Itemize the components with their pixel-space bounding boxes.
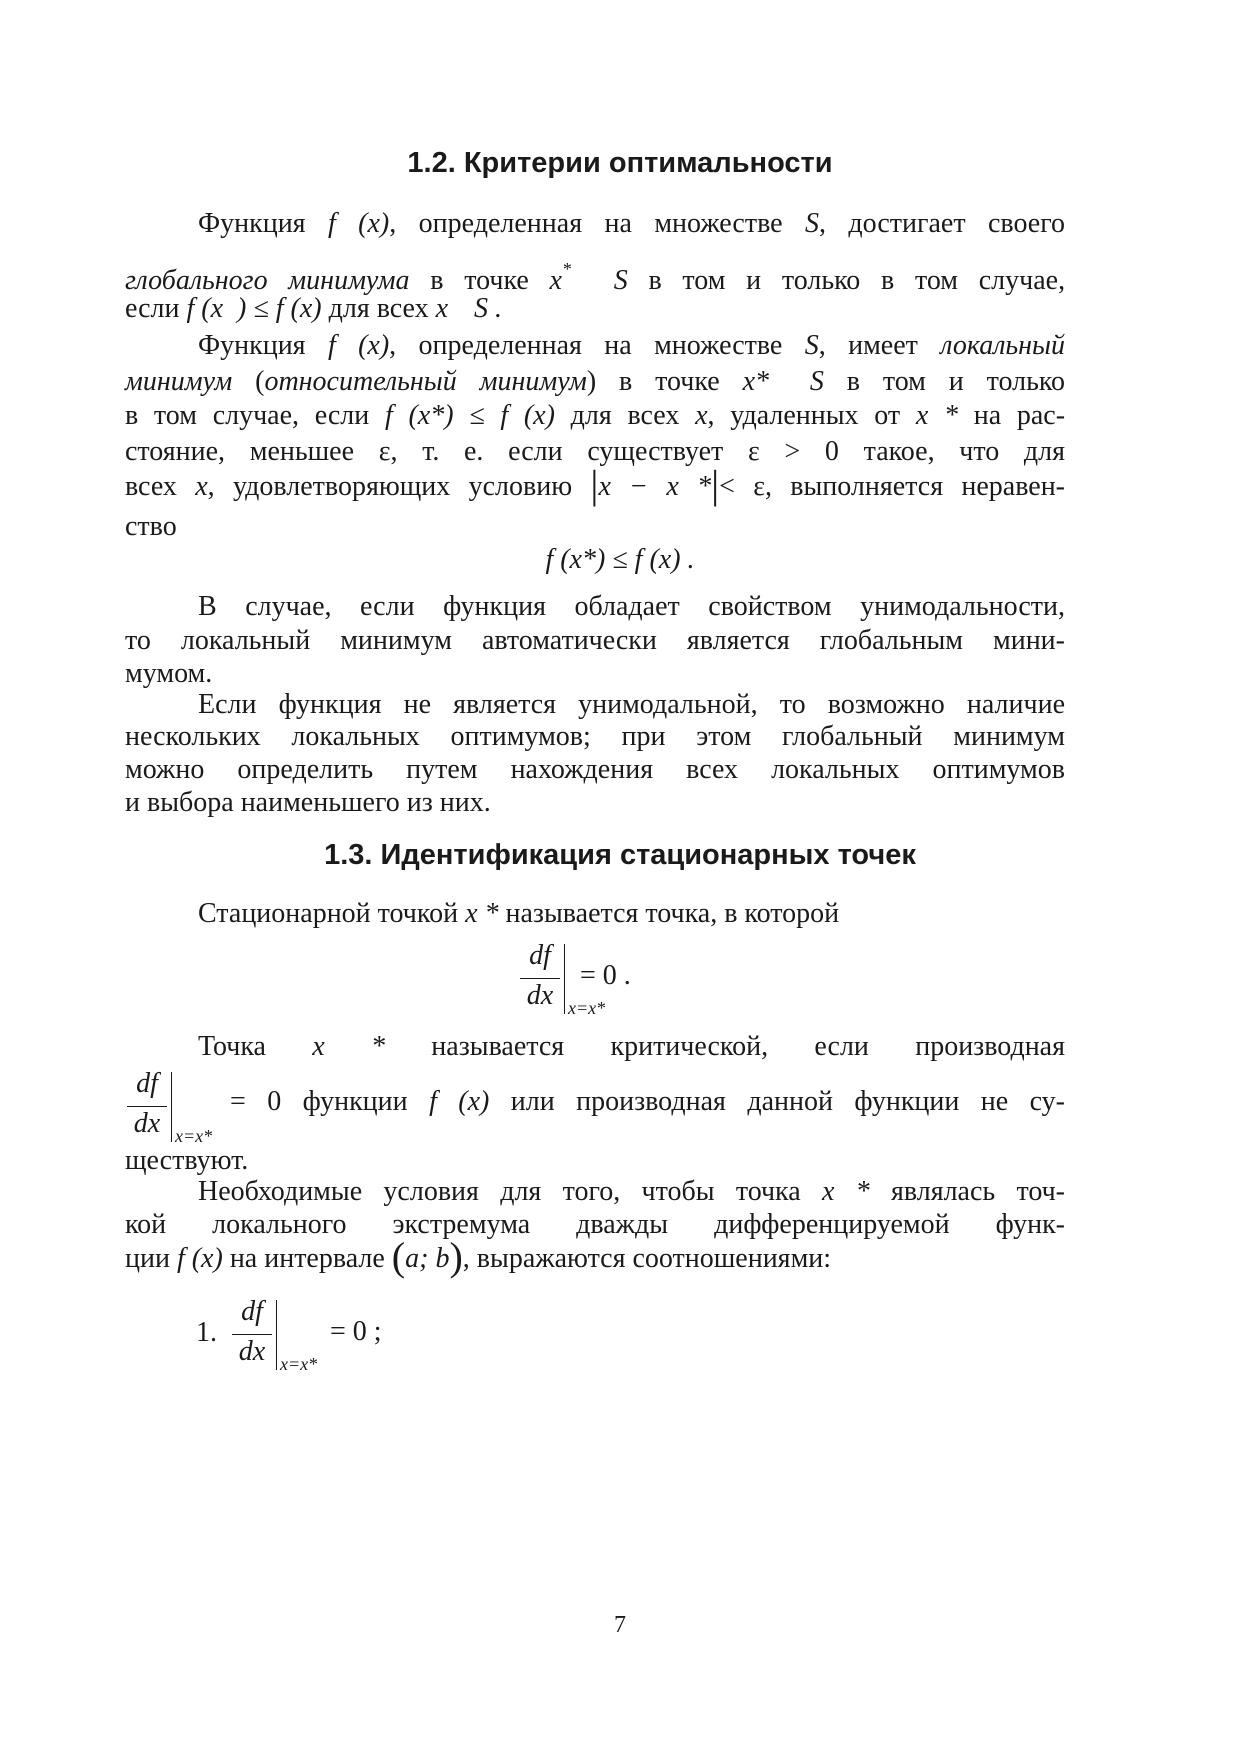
fraction-bar	[232, 1334, 272, 1335]
evaluation-bar	[564, 944, 565, 1014]
text: в том и только в том случае,	[648, 265, 1066, 296]
term-global-minimum: глобального минимума	[125, 265, 410, 296]
math-abs-condition: |x − x *|< ε	[590, 462, 765, 507]
evaluation-bar	[276, 1300, 277, 1370]
text: называется	[431, 1031, 565, 1062]
text: в том и только	[846, 366, 1066, 397]
list-item-number: 1.	[196, 1317, 217, 1348]
paragraph-3-line-2: то локальный минимум автоматически является глобальным мини-	[125, 625, 1065, 656]
fraction-numerator: df	[136, 1068, 158, 1099]
math-S: S	[804, 330, 819, 361]
math-xstar: x*	[742, 366, 769, 397]
text: , т. е. если существует	[390, 436, 724, 467]
display-derivative-eq	[520, 940, 680, 1020]
math-xstar: x *	[821, 1176, 870, 1207]
math-interval: (a; b)	[391, 1234, 463, 1279]
math-x: x	[435, 293, 449, 324]
fraction-denominator: dx	[526, 980, 554, 1011]
paragraph-2-line-3	[125, 399, 1065, 433]
evaluation-subscript: x=x*	[568, 998, 606, 1018]
paragraph-3-line-1: В случае, если функция обладает свойством унимодальности,	[198, 591, 1065, 622]
text: являлась точ-	[890, 1176, 1066, 1207]
text: в том случае, если	[125, 400, 370, 431]
math-fx: f (x)	[176, 1243, 223, 1274]
text: , удаленных от	[707, 400, 901, 431]
math-x: x	[195, 471, 208, 502]
math-S: S	[809, 366, 824, 397]
text: если	[125, 293, 180, 324]
text: Стационарной точкой	[198, 898, 459, 929]
section-heading-1-3: 1.3. Идентификация стационарных точек	[324, 839, 916, 871]
paragraph-4-line-3: можно определить путем нахождения всех локальных оптимумов	[125, 754, 1065, 785]
equation-rhs: = 0	[230, 1086, 282, 1117]
math-star: *	[561, 259, 571, 279]
text: критической,	[610, 1031, 769, 1062]
math-xstar: x *	[915, 400, 959, 431]
math-S: S	[805, 208, 819, 239]
section-1-3-paragraph-1	[198, 897, 1065, 931]
math-interval-inner: a; b	[405, 1243, 450, 1274]
text: Необходимые условия для того, чтобы точка	[198, 1176, 801, 1207]
equation-rhs: = 0 .	[580, 960, 631, 991]
section-1-3-paragraph-3-line-2: кой локального экстремума дважды дифференцируемой функ-	[125, 1209, 1065, 1240]
math-x: x	[695, 400, 708, 431]
paragraph-2-line-1	[198, 329, 1065, 363]
math-epsilon-positive: ε > 0	[747, 436, 839, 467]
text: такое, что для	[863, 436, 1065, 467]
paragraph-4-line-2: нескольких локальных оптимумов; при этом глобальный минимум	[125, 721, 1065, 752]
math-abs-inner: x − x *	[598, 471, 712, 502]
section-1-3-paragraph-3-line-3	[125, 1234, 1065, 1279]
math-fx: f (x)	[327, 208, 390, 239]
paragraph-2-line-5	[125, 462, 1066, 507]
paragraph-2-line-2	[125, 365, 1065, 399]
math-x: x	[549, 265, 562, 296]
text: или производная данной функции не су-	[510, 1086, 1066, 1117]
page-number: 7	[614, 1612, 626, 1638]
section-heading-1-2: 1.2. Критерии оптимальности	[407, 147, 833, 179]
math-epsilon: ε	[378, 436, 391, 467]
text: Функция	[198, 208, 306, 239]
text: если	[814, 1031, 869, 1062]
text: Функция	[198, 330, 306, 361]
text: на интервале	[229, 1243, 385, 1274]
section-1-3-paragraph-2-line-3: ществуют.	[125, 1145, 249, 1176]
math-inequality: f (x ) ≤ f (x)	[186, 293, 322, 324]
paragraph-1-line-1	[198, 207, 1065, 241]
math-xstar: x *	[312, 1031, 385, 1062]
paragraph-4-line-1: Если функция не является унимодальной, то возможно наличие	[198, 689, 1065, 720]
text: стояние, меньшее	[125, 436, 355, 467]
term-minimum: минимум	[125, 366, 233, 397]
text: , достигает своего	[819, 208, 1066, 239]
evaluation-subscript: x=x*	[175, 1126, 213, 1146]
math-lt-eps: < ε	[719, 471, 765, 502]
evaluation-subscript: x=x*	[280, 1354, 318, 1374]
text: всех	[125, 471, 177, 502]
math-xstar: x *	[465, 898, 499, 929]
section-1-3-paragraph-2-line-1	[198, 1030, 1065, 1064]
inline-derivative	[127, 1068, 247, 1148]
term-relative-minimum: относительный минимум	[264, 366, 587, 397]
math-fx: f (x)	[327, 330, 390, 361]
text: в точке	[619, 366, 720, 397]
paragraph-1-line-3	[125, 292, 1065, 326]
text: , выражаются соотношениями:	[462, 1243, 832, 1274]
evaluation-bar	[171, 1072, 172, 1142]
term-local: локальный	[940, 330, 1066, 361]
section-1-3-paragraph-3-line-1	[198, 1175, 1065, 1209]
text: (	[255, 366, 265, 397]
paragraph-2-line-6: ство	[125, 511, 177, 542]
text: для всех	[328, 293, 429, 324]
text: функции	[302, 1086, 408, 1117]
paragraph-4-line-4: и выбора наименьшего из них.	[125, 787, 491, 818]
text: , определенная на множестве	[389, 208, 783, 239]
text: , имеет	[818, 330, 918, 361]
fraction-numerator: df	[241, 1296, 263, 1327]
list-item-1-derivative	[232, 1296, 392, 1376]
text: , выполняется неравен-	[764, 471, 1066, 502]
text: Точка	[198, 1031, 266, 1062]
fraction-denominator: dx	[238, 1336, 266, 1367]
math-S: S .	[474, 293, 503, 324]
text: , удовлетворяющих условию	[207, 471, 573, 502]
math-S: S	[613, 265, 628, 296]
text: производная	[915, 1031, 1065, 1062]
fraction-denominator: dx	[133, 1108, 161, 1139]
math-fx: f (x)	[429, 1086, 490, 1117]
paragraph-3-line-3: мумом.	[125, 658, 213, 689]
text: в точке	[430, 265, 529, 296]
text: , определенная на множестве	[389, 330, 783, 361]
text: ции	[125, 1243, 170, 1274]
math-inequality: f (x*) ≤ f (x)	[384, 400, 555, 431]
section-1-3-paragraph-2-line-2	[230, 1085, 1065, 1119]
fraction-numerator: df	[529, 940, 551, 971]
text: называется точка, в которой	[505, 898, 840, 929]
fraction-bar	[520, 978, 560, 979]
equation-rhs: = 0 ;	[330, 1316, 382, 1347]
text: )	[586, 366, 597, 397]
display-inequality: f (x*) ≤ f (x) .	[545, 544, 695, 575]
text: для всех	[570, 400, 680, 431]
text: на рас-	[973, 400, 1066, 431]
fraction-bar	[127, 1106, 167, 1107]
